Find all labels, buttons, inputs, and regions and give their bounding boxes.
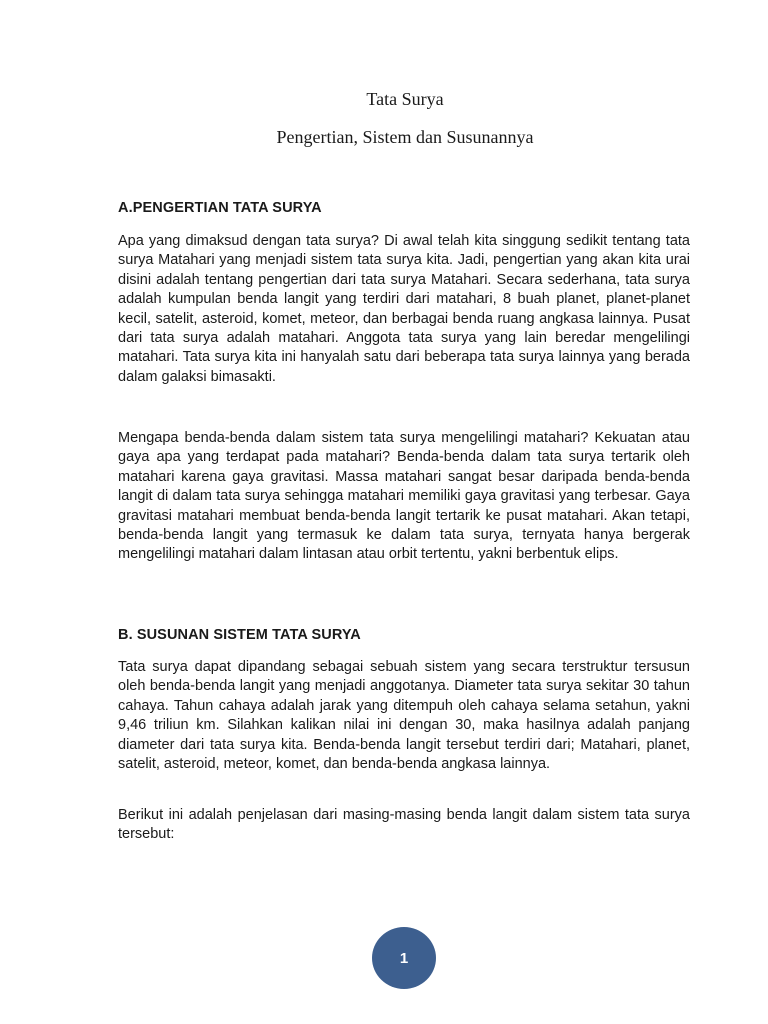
document-title: Tata Surya [366,89,444,109]
section-b-heading: B. SUSUNAN SISTEM TATA SURYA [118,627,361,643]
section-a-heading: A.PENGERTIAN TATA SURYA [118,200,322,216]
section-b-paragraph-2: Berikut ini adalah penjelasan dari masing-masing benda langit dalam sistem tata surya tersebut: [118,807,690,843]
document-subtitle: Pengertian, Sistem dan Susunannya [276,127,534,147]
page-number: 1 [399,949,409,967]
section-a-paragraph-1: Apa yang dimaksud dengan tata surya? Di awal telah kita singgung sedikit tentang tata surya Matahari yang menjadi sistem tata surya kita. Jadi, pengertian yang akan kita urai disini adalah tentang pengertian dari tata surya Matahari. Secara sederhana, tata surya adalah kumpulan benda langit yang terdiri dari matahari, 8 buah planet, planet-planet kecil, satelit, asteroid, komet, meteor, dan berbagai benda ruang angkasa lainnya. Pusat dari tata surya adalah matahari. Anggota tata surya yang lain beredar mengelilingi matahari. Tata surya kita ini hanyalah satu dari beberapa tata surya lainnya yang berada dalam galaksi bimasakti. [118,233,690,385]
page-number-badge [372,927,436,989]
section-b-paragraph-1: Tata surya dapat dipandang sebagai sebuah sistem yang secara terstruktur tersusun oleh benda-benda langit yang menjadi anggotanya. Diameter tata surya sekitar 30 tahun cahaya. Tahun cahaya adalah jarak yang ditempuh oleh cahaya selama setahun, yakni 9,46 triliun km. Silahkan kalikan nilai ini dengan 30, maka hasilnya adalah panjang diameter dari tata surya kita. Benda-benda langit tersebut terdiri dari; Matahari, planet, satelit, asteroid, meteor, komet, dan benda-benda angkasa lainnya. [118,659,690,773]
section-a-paragraph-2: Mengapa benda-benda dalam sistem tata surya mengelilingi matahari? Kekuatan atau gaya apa yang terdapat pada matahari? Benda-benda dalam tata surya tertarik oleh matahari karena gaya gravitasi. Massa matahari sangat besar daripada benda-benda langit di dalam tata surya sehingga matahari memiliki gaya gravitasi yang terbesar. Gaya gravitasi matahari membuat benda-benda langit tertarik ke pusat matahari. Akan tetapi, benda-benda langit yang termasuk ke dalam tata surya, ternyata hanya bergerak mengelilingi matahari dalam lintasan atau orbit tertentu, yakni berbentuk elips. [118,430,690,563]
